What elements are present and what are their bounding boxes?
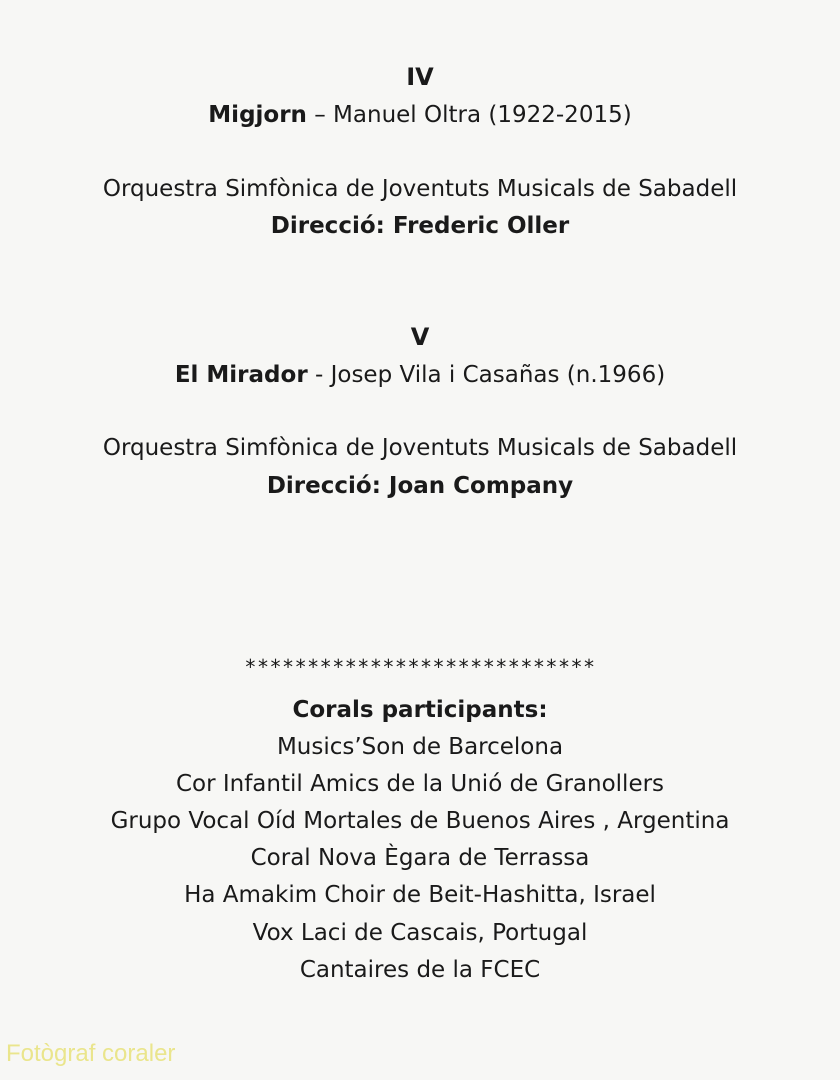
section-v-direction: Direcció: Joan Company — [266, 473, 574, 499]
section-v-composer: - Josep Vila i Casañas (n.1966) — [307, 362, 666, 388]
section-iv-orchestra: Orquestra Simfònica de Joventuts Musicals de Sabadell — [102, 176, 738, 202]
section-iv-direction: Direcció: Frederic Oller — [270, 213, 570, 239]
section-iv-numeral: IV — [406, 63, 434, 91]
section-v-work — [0, 360, 840, 390]
choir-item: Ha Amakim Choir de Beit-Hashitta, Israel — [184, 882, 656, 908]
separator: **************************** — [244, 655, 596, 679]
choir-item: Vox Laci de Cascais, Portugal — [252, 920, 588, 946]
watermark: Fotògraf coraler — [6, 1040, 176, 1067]
choir-item: Coral Nova Ègara de Terrassa — [250, 845, 590, 871]
choirs-heading: Corals participants: — [292, 697, 548, 723]
section-v-work-title: El Mirador — [174, 362, 308, 388]
section-v-numeral: V — [410, 323, 430, 351]
choir-item: Musics’Son de Barcelona — [276, 734, 564, 760]
section-iv-work-title: Migjorn — [208, 102, 307, 128]
choir-item: Cantaires de la FCEC — [299, 957, 541, 983]
section-v-orchestra: Orquestra Simfònica de Joventuts Musicals de Sabadell — [102, 435, 738, 461]
choir-item: Grupo Vocal Oíd Mortales de Buenos Aires , Argentina — [110, 808, 730, 834]
section-iv-work — [0, 100, 840, 130]
section-iv-composer: – Manuel Oltra (1922-2015) — [306, 102, 632, 128]
choir-item: Cor Infantil Amics de la Unió de Granollers — [175, 771, 665, 797]
